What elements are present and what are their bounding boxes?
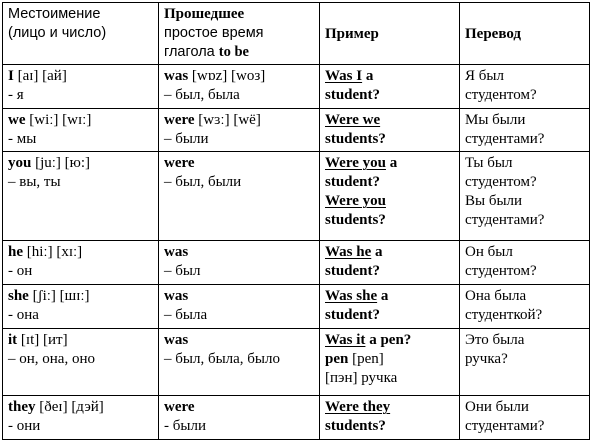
pronoun-line [8,154,153,173]
verb-translation: – был [164,262,201,279]
header-example: Пример [320,3,460,65]
verb: was [164,331,189,348]
example-line [325,243,454,262]
verb-line [164,67,314,86]
example-underlined: Were they [325,399,391,416]
table-row [3,65,590,109]
header-past-simple-title: Прошедшее [164,6,245,22]
example-line [325,417,454,436]
verb-translation: – был, была, было [164,350,280,367]
example-underlined: Were you [325,193,386,210]
pronoun-translation: - он [8,262,33,279]
verb: were [164,399,195,416]
example-underlined: Were you [325,155,386,172]
header-past-simple-line3 [164,43,314,62]
pronoun-cell [3,240,159,284]
pronoun: you [8,155,32,172]
example-text: students? [325,418,386,435]
translation-line: студенткой? [465,306,543,323]
verb: were [164,112,195,129]
pronoun-translation: - я [8,87,24,104]
verb: were [164,155,195,172]
example-line [325,211,454,230]
translation-line: Мы были [465,112,526,129]
translation-line: студентом? [465,262,537,279]
pronoun-cell [3,396,159,440]
example-text: a [362,68,374,85]
pronoun-line [8,398,153,417]
example-cell [320,65,460,109]
verb-cell [159,396,320,440]
verb-translation: – был, были [164,174,242,191]
header-verb-to-be: to be [218,44,249,60]
example-text: a [371,243,383,260]
translation-line: Он был [465,243,513,260]
example-line [325,173,454,192]
example-underlined: Were we [325,112,381,129]
pronoun-cell [3,109,159,152]
pronoun: we [8,112,26,129]
translation-line: студентом? [465,174,537,191]
translation-line: Вы были [465,193,523,210]
verb-cell [159,284,320,328]
example-cell [320,284,460,328]
pronoun-cell [3,65,159,109]
translation-cell [460,240,590,284]
header-translation: Перевод [460,3,590,65]
pronoun-transcription: [wiː] [wɪː] [25,112,92,129]
example-line [325,306,454,325]
table-row [3,396,590,440]
pronoun-transcription: [hiː] [хɪː] [23,243,83,260]
example-line [325,369,454,388]
example-cell [320,396,460,440]
translation-cell [460,65,590,109]
verb-translation: – был, была [164,87,240,104]
pronoun-transcription: [ʃiː] [шɪː] [28,287,90,304]
example-line [325,287,454,306]
verb-line [164,331,314,350]
example-underlined: Was it [325,331,366,348]
verb-cell [159,65,320,109]
translation-cell [460,109,590,152]
verb: was [164,68,189,85]
pronoun-transcription: [juː] [ю:] [31,155,91,172]
translation-line: студентами? [465,212,545,229]
verb-line [164,111,314,130]
verb-line [164,243,314,262]
example-text: [pen] [348,350,384,367]
pronoun-transcription: [aɪ] [ай] [13,68,67,85]
example-cell [320,328,460,395]
header-past-simple [159,3,320,65]
pronoun-line [8,287,153,306]
header-pronoun-line2: (лицо и число) [8,25,107,41]
translation-cell [460,152,590,241]
pronoun: they [8,399,36,416]
example-text: student? [325,262,381,279]
pronoun-translation: – он, она, оно [8,350,95,367]
verb-cell [159,152,320,241]
verb-translation: – были [164,131,209,148]
translation-cell [460,396,590,440]
pronoun-line [8,331,153,350]
pronoun-translation: – вы, ты [8,174,61,191]
header-past-simple-line2: простое время [164,25,264,41]
translation-line: Это была [465,331,525,348]
example-line [325,398,454,417]
verb-cell [159,328,320,395]
example-cell [320,240,460,284]
translation-line: Я был [465,68,504,85]
pronoun-line [8,67,153,86]
example-line [325,350,454,369]
pronoun: he [8,243,23,260]
translation-line: ручка? [465,350,508,367]
verb-transcription: [wɜː] [wё] [194,112,261,129]
header-verb-prefix: глагола [164,44,219,60]
pronoun-cell [3,284,159,328]
pronoun: she [8,287,29,304]
pronoun-transcription: [ðeɪ] [дэй] [35,399,104,416]
example-text: students? [325,131,386,148]
verb-transcription: [wɒz] [woз] [188,68,266,85]
example-line [325,154,454,173]
example-underlined: Was he [325,243,372,260]
table-row [3,152,590,241]
pronoun-line [8,243,153,262]
example-text: student? [325,174,381,191]
example-line [325,111,454,130]
header-row [3,3,590,65]
translation-cell [460,328,590,395]
translation-cell [460,284,590,328]
verb-cell [159,109,320,152]
table-row [3,328,590,395]
pronoun-cell [3,328,159,395]
verb-line [164,154,314,173]
pronoun-translation: - она [8,306,39,323]
translation-line: Ты был [465,155,513,172]
translation-line: студентами? [465,131,545,148]
table-row [3,284,590,328]
example-line [325,331,454,350]
verb: was [164,287,189,304]
table-row [3,240,590,284]
verb-cell [159,240,320,284]
example-line [325,192,454,211]
verb-line [164,398,314,417]
verb-translation: - были [164,418,206,435]
pronoun-translation: - мы [8,131,37,148]
example-text: student? [325,87,381,104]
header-pronoun-line1: Местоимение [8,6,101,22]
example-text: a [385,155,398,172]
example-cell [320,152,460,241]
example-text: a [377,287,389,304]
translation-line: студентом? [465,87,537,104]
example-cell [320,109,460,152]
pronoun: I [8,68,14,85]
verb-line [164,287,314,306]
example-underlined: Was she [325,287,378,304]
pronoun-line [8,111,153,130]
translation-line: студентами? [465,418,545,435]
verb-translation: – была [164,306,208,323]
translation-line: Она была [465,287,527,304]
translation-line: Они были [465,399,529,416]
table-row [3,109,590,152]
pronoun-translation: - они [8,418,41,435]
pronoun: it [8,331,18,348]
example-text: students? [325,212,386,229]
past-simple-to-be-table [2,2,590,440]
example-text: [пэн] ручка [325,369,398,386]
verb: was [164,243,189,260]
example-line [325,86,454,105]
example-line [325,130,454,149]
example-text: student? [325,306,381,323]
example-line [325,262,454,281]
example-text: a pen? [365,331,412,348]
example-line [325,67,454,86]
example-underlined: Was I [325,68,363,85]
header-pronoun [3,3,159,65]
pronoun-transcription: [ɪt] [ит] [17,331,68,348]
pronoun-cell [3,152,159,241]
example-text: pen [325,350,349,367]
